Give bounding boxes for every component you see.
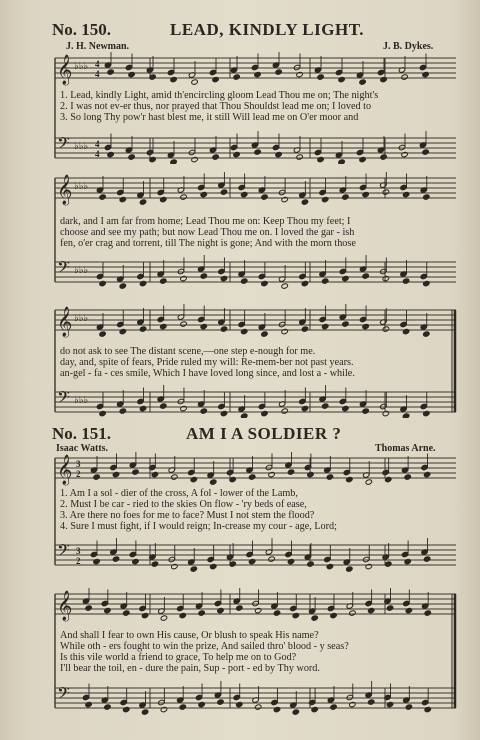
note-head [151,471,158,477]
note-head [160,323,167,329]
note-head [382,326,389,332]
note-head [359,156,366,162]
note-head [200,408,207,414]
note-head [254,607,261,613]
svg-text:♭♭♭: ♭♭♭ [74,395,89,406]
note-head [424,706,431,712]
note-head [405,704,412,710]
note-head [233,151,240,157]
treble-clef-icon: 𝄞 [57,455,73,484]
note-head [200,191,207,197]
note-head [132,558,139,564]
note-head [200,323,207,329]
note-head [402,328,409,334]
note-head [217,699,224,705]
note-head [405,607,412,613]
note-head [402,278,409,284]
note-head [128,71,135,77]
note-head [380,76,387,82]
verse-line: choose and see my path; but now Lead Thou me on. I loved the gar - ish [60,227,355,238]
bass-notes [96,385,430,418]
note-head [198,701,205,707]
note-head [423,471,430,477]
note-head [321,323,328,329]
note-head [326,563,333,569]
svg-text:♭♭♭: ♭♭♭ [74,61,89,72]
verse-line: dark, and I am far from home; Lead Thou me on: Keep Thou my feet; I [60,216,351,227]
note-head [198,610,205,616]
note-head [180,194,187,200]
bass-clef-icon: 𝄢 [57,685,70,707]
verse-line: I'll bear the toil, en - dure the pain, Sup - port - ed by Thy word. [60,663,320,674]
svg-text:3: 3 [76,459,81,469]
note-head [422,71,429,77]
treble-notes [90,452,430,485]
note-head [241,328,248,334]
note-head [151,561,158,567]
hymn-150-title: LEAD, KINDLY LIGHT. [170,20,365,39]
svg-text:4: 4 [95,69,100,79]
note-head [423,194,430,200]
note-head [171,474,178,480]
note-head [281,283,288,289]
note-head [220,326,227,332]
note-head [170,159,177,164]
note-head [275,151,282,157]
note-head [119,328,126,334]
note-head [180,321,187,327]
svg-text:4: 4 [95,59,100,69]
verse-line: day, and, spite of fears, Pride ruled my will: Re-mem-ber not past years. [60,357,354,368]
note-head [342,194,349,200]
note-head [365,479,372,485]
note-head [160,706,167,712]
note-head [382,189,389,195]
note-head [273,610,280,616]
hymn-151-author: Isaac Watts. [56,443,109,454]
note-head [241,413,248,418]
note-head [287,469,294,475]
bass-clef-icon: 𝄢 [57,135,70,157]
note-head [160,278,167,284]
note-head [99,331,106,337]
verse-line: And shall I fear to own His cause, Or blush to speak His name? [60,630,319,641]
note-head [386,701,393,707]
note-head [261,331,268,337]
verse-line: 2. Must I be car - ried to the skies On flow - 'ry beds of ease, [60,499,307,510]
treble-staff [55,310,456,330]
note-head [402,413,409,418]
verse-line: fen, o'er crag and torrent, till The night is gone; And with the morn those [60,238,356,249]
note-head [190,476,197,482]
note-head [179,612,186,618]
note-head [349,610,356,616]
note-head [248,558,255,564]
note-head [248,474,255,480]
treble-clef-icon: 𝄞 [57,591,73,620]
svg-text:3: 3 [76,546,81,556]
note-head [368,699,375,705]
note-head [301,405,308,411]
note-head [402,191,409,197]
note-head [404,558,411,564]
treble-notes [96,172,430,205]
note-head [179,704,186,710]
note-head [317,74,324,80]
bass-staff [55,262,456,282]
verse-line: 3. So long Thy pow'r hast blest me, it still Will lead me on O'er moor and [60,112,359,123]
treble-notes [82,588,431,621]
note-head [139,326,146,332]
verse-line: an-gel - fa - ces smile, Which I have loved long since, and lost a - while. [60,368,355,379]
note-head [191,156,198,162]
note-head [212,154,219,160]
note-head [119,408,126,414]
note-head [423,331,430,337]
note-head [268,556,275,562]
note-head [301,199,308,205]
bass-clef-icon: 𝄢 [57,542,70,564]
note-head [380,154,387,160]
note-head [261,194,268,200]
svg-text:4: 4 [95,149,100,159]
note-head [85,605,92,611]
svg-text:2: 2 [76,556,81,566]
note-head [268,471,275,477]
note-head [171,563,178,569]
note-head [119,283,126,289]
hymn-151-number: No. 151. [52,424,112,443]
note-head [261,410,268,416]
note-head [220,410,227,416]
note-head [180,275,187,281]
note-head [217,607,224,613]
verse-line: 1. Am I a sol - dier of the cross, A fol - lower of the Lamb, [60,488,298,499]
verse-line: do not ask to see The distant scene,—one step e-nough for me. [60,346,316,357]
note-head [123,610,130,616]
treble-clef-icon: 𝄞 [57,55,73,84]
note-head [241,278,248,284]
note-head [321,278,328,284]
bass-clef-icon: 𝄢 [57,259,70,281]
svg-text:♭♭♭: ♭♭♭ [74,313,89,324]
note-head [281,408,288,414]
hymn-150-system-3-lyrics [60,346,460,379]
note-head [362,323,369,329]
note-head [141,612,148,618]
note-head [401,74,408,80]
note-head [287,558,294,564]
note-head [386,605,393,611]
note-head [85,701,92,707]
note-head [107,151,114,157]
note-head [296,71,303,77]
note-head [236,701,243,707]
treble-clef-icon: 𝄞 [57,307,73,336]
note-head [311,706,318,712]
note-head [93,474,100,480]
treble-staff [55,178,456,198]
note-head [382,410,389,416]
bass-notes [104,131,429,164]
note-head [119,196,126,202]
note-head [311,615,318,621]
bass-clef-icon: 𝄢 [57,389,70,411]
note-head [423,556,430,562]
note-head [342,275,349,281]
note-head [210,479,217,485]
note-head [180,405,187,411]
note-head [190,566,197,572]
hymn-150-author: J. H. Newman. [66,41,130,52]
note-head [292,709,299,715]
note-head [292,612,299,618]
note-head [93,558,100,564]
note-head [382,275,389,281]
note-head [404,474,411,480]
svg-text:♭♭♭: ♭♭♭ [74,141,89,152]
note-head [139,199,146,205]
note-head [338,76,345,82]
note-head [362,408,369,414]
hymn-151-composer: Thomas Arne. [375,443,436,454]
verse-line: 3. Are there no foes for me to face? Must I not stem the flood? [60,510,315,521]
hymn-150-composer: J. B. Dykes. [383,41,434,52]
note-head [321,403,328,409]
note-head [112,556,119,562]
note-head [104,704,111,710]
note-head [281,328,288,334]
note-head [342,321,349,327]
note-head [233,74,240,80]
note-head [241,191,248,197]
note-head [160,403,167,409]
hymn-151-system-1-lyrics [60,488,460,532]
treble-clef-icon: 𝄞 [57,175,73,204]
note-head [132,469,139,475]
note-head [212,76,219,82]
bass-staff [55,392,456,412]
svg-text:♭♭♭: ♭♭♭ [74,265,89,276]
note-head [330,704,337,710]
note-head [346,566,353,572]
note-head [112,471,119,477]
note-head [362,191,369,197]
note-head [236,605,243,611]
note-head [330,612,337,618]
note-head [301,280,308,286]
note-head [423,280,430,286]
note-head [301,326,308,332]
note-head [220,189,227,195]
hymn-150-system-2-lyrics [60,216,460,249]
note-head [139,405,146,411]
hymn-151-title: AM I A SOLDIER ? [186,424,342,443]
verse-line: While oth - ers fought to win the prize, And sailed thro' blood - y seas? [60,641,349,652]
hymn-150-number: No. 150. [52,20,112,39]
note-head [385,561,392,567]
note-head [423,410,430,416]
note-head [141,709,148,715]
note-head [254,704,261,710]
note-head [338,159,345,164]
verse-line: 1. Lead, kindly Light, amid th'encircling gloom Lead Thou me on; The night's [60,90,379,101]
note-head [281,196,288,202]
note-head [220,275,227,281]
note-head [128,154,135,160]
verse-line: Is this vile world a friend to grace, To help me on to God? [60,652,297,663]
note-head [422,149,429,155]
note-head [99,280,106,286]
note-head [326,474,333,480]
note-head [424,610,431,616]
note-head [346,476,353,482]
note-head [99,194,106,200]
note-head [296,154,303,160]
note-head [210,563,217,569]
hymn-150-system-1-lyrics [60,90,460,123]
note-head [191,79,198,85]
note-head [254,71,261,77]
note-head [254,149,261,155]
note-head [368,607,375,613]
hymn-151-system-2-lyrics [60,630,460,674]
note-head [273,706,280,712]
bass-staff [55,138,456,158]
note-head [107,69,114,75]
verse-line: 4. Sure I must fight, if I would reign; In-crease my cour - age, Lord; [60,521,337,532]
note-head [401,151,408,157]
note-head [317,156,324,162]
note-head [342,405,349,411]
svg-text:2: 2 [76,469,81,479]
note-head [139,280,146,286]
note-head [104,607,111,613]
note-head [170,76,177,82]
treble-notes [96,304,430,337]
note-head [349,701,356,707]
note-head [275,69,282,75]
note-head [321,196,328,202]
verse-line: 2. I was not ev-er thus, nor prayed that Thou Shouldst lead me on; I loved to [60,101,372,112]
note-head [99,410,106,416]
note-head [261,280,268,286]
note-head [200,273,207,279]
note-head [365,563,372,569]
note-head [160,615,167,621]
note-head [385,476,392,482]
note-head [362,273,369,279]
note-head [359,79,366,85]
note-head [160,196,167,202]
svg-text:♭♭♭: ♭♭♭ [74,181,89,192]
svg-text:4: 4 [95,139,100,149]
treble-notes [104,52,429,85]
note-head [123,706,130,712]
